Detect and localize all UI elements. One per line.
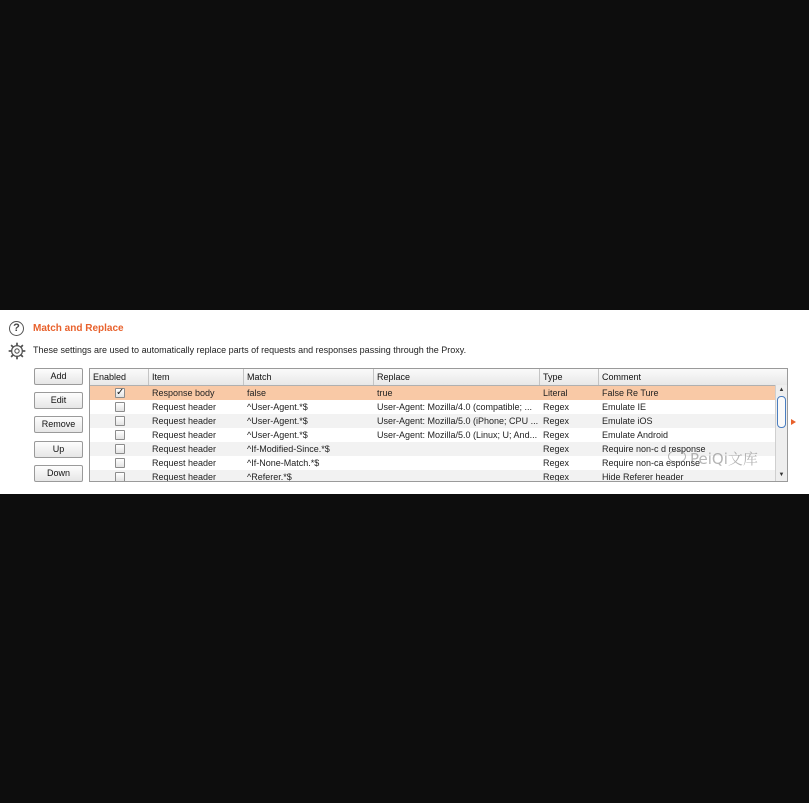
cell-replace: User-Agent: Mozilla/4.0 (compatible; ...: [377, 402, 533, 412]
cell-type: Literal: [543, 388, 568, 398]
cell-replace: true: [377, 388, 393, 398]
enabled-checkbox[interactable]: [115, 430, 125, 440]
cell-comment: Require non-c d response: [602, 444, 706, 454]
cell-comment: Emulate IE: [602, 402, 647, 412]
help-icon[interactable]: ?: [9, 321, 24, 336]
section-title: Match and Replace: [33, 323, 124, 334]
enabled-checkbox[interactable]: [115, 458, 125, 468]
cell-replace: [374, 456, 540, 470]
table-row[interactable]: [90, 386, 776, 400]
section-description: These settings are used to automatically replace parts of requests and responses passing through the Proxy.: [33, 345, 467, 355]
cell-type: Regex: [543, 444, 570, 454]
scroll-up-arrow-icon[interactable]: ▲: [778, 387, 785, 393]
cell-replace: [374, 470, 540, 482]
cell-item: Request header: [152, 458, 217, 468]
table-row[interactable]: [90, 428, 776, 442]
table-header: [90, 369, 788, 386]
cell-type: Regex: [543, 430, 570, 440]
column-header-match[interactable]: Match: [244, 369, 374, 385]
wechat-logo-icon: [668, 450, 686, 463]
cell-match: ^User-Agent.*$: [247, 402, 308, 412]
column-header-comment[interactable]: Comment: [602, 372, 642, 382]
enabled-checkbox[interactable]: [115, 472, 125, 482]
table-row[interactable]: [90, 400, 776, 414]
match-and-replace-panel: [0, 310, 809, 494]
cell-match: ^If-None-Match.*$: [247, 458, 320, 468]
column-header-enabled[interactable]: Enabled: [90, 369, 149, 385]
cell-comment: False Re Ture: [602, 388, 659, 398]
cell-match: ^If-Modified-Since.*$: [247, 444, 330, 454]
enabled-checkbox[interactable]: ✓: [116, 387, 125, 398]
watermark-text: PeiQi文库: [690, 450, 758, 468]
enabled-checkbox[interactable]: [115, 416, 125, 426]
cell-match: ^User-Agent.*$: [247, 416, 308, 426]
table-row[interactable]: [90, 414, 776, 428]
scroll-down-arrow-icon[interactable]: ▼: [778, 472, 785, 478]
table-scrollbar[interactable]: [775, 385, 787, 481]
down-button[interactable]: Down: [34, 465, 83, 482]
column-header-replace[interactable]: Replace: [374, 369, 540, 385]
add-button[interactable]: Add: [34, 368, 83, 385]
up-button[interactable]: Up: [34, 441, 83, 458]
edit-button[interactable]: Edit: [34, 392, 83, 409]
enabled-checkbox[interactable]: [115, 444, 125, 454]
cell-type: Regex: [543, 458, 570, 468]
cell-item: Request header: [152, 402, 217, 412]
expand-arrow-icon[interactable]: [791, 419, 796, 425]
cell-item: Request header: [152, 430, 217, 440]
cell-comment: Require non-ca esponse: [602, 458, 701, 468]
column-header-item[interactable]: Item: [149, 369, 244, 385]
cell-type: Regex: [543, 402, 570, 412]
cell-match: ^Referer.*$: [247, 472, 292, 482]
remove-button[interactable]: Remove: [34, 416, 83, 433]
enabled-checkbox[interactable]: [115, 402, 125, 412]
cell-item: Request header: [152, 444, 217, 454]
gear-icon[interactable]: [8, 342, 26, 360]
cell-item: Response body: [152, 388, 215, 398]
scroll-thumb[interactable]: [777, 396, 786, 428]
cell-type: Regex: [543, 472, 570, 482]
cell-type: Regex: [543, 416, 570, 426]
table-row[interactable]: [90, 470, 776, 482]
cell-comment: Emulate iOS: [602, 416, 653, 426]
cell-item: Request header: [152, 472, 217, 482]
cell-comment: Hide Referer header: [602, 472, 684, 482]
cell-item: Request header: [152, 416, 217, 426]
cell-replace: User-Agent: Mozilla/5.0 (iPhone; CPU ...: [377, 416, 539, 426]
cell-replace: [374, 442, 540, 456]
cell-match: ^User-Agent.*$: [247, 430, 308, 440]
cell-match: false: [247, 388, 267, 398]
cell-replace: User-Agent: Mozilla/5.0 (Linux; U; And...: [377, 430, 538, 440]
cell-comment: Emulate Android: [602, 430, 669, 440]
column-header-type[interactable]: Type: [540, 369, 599, 385]
rules-table: [89, 368, 788, 482]
